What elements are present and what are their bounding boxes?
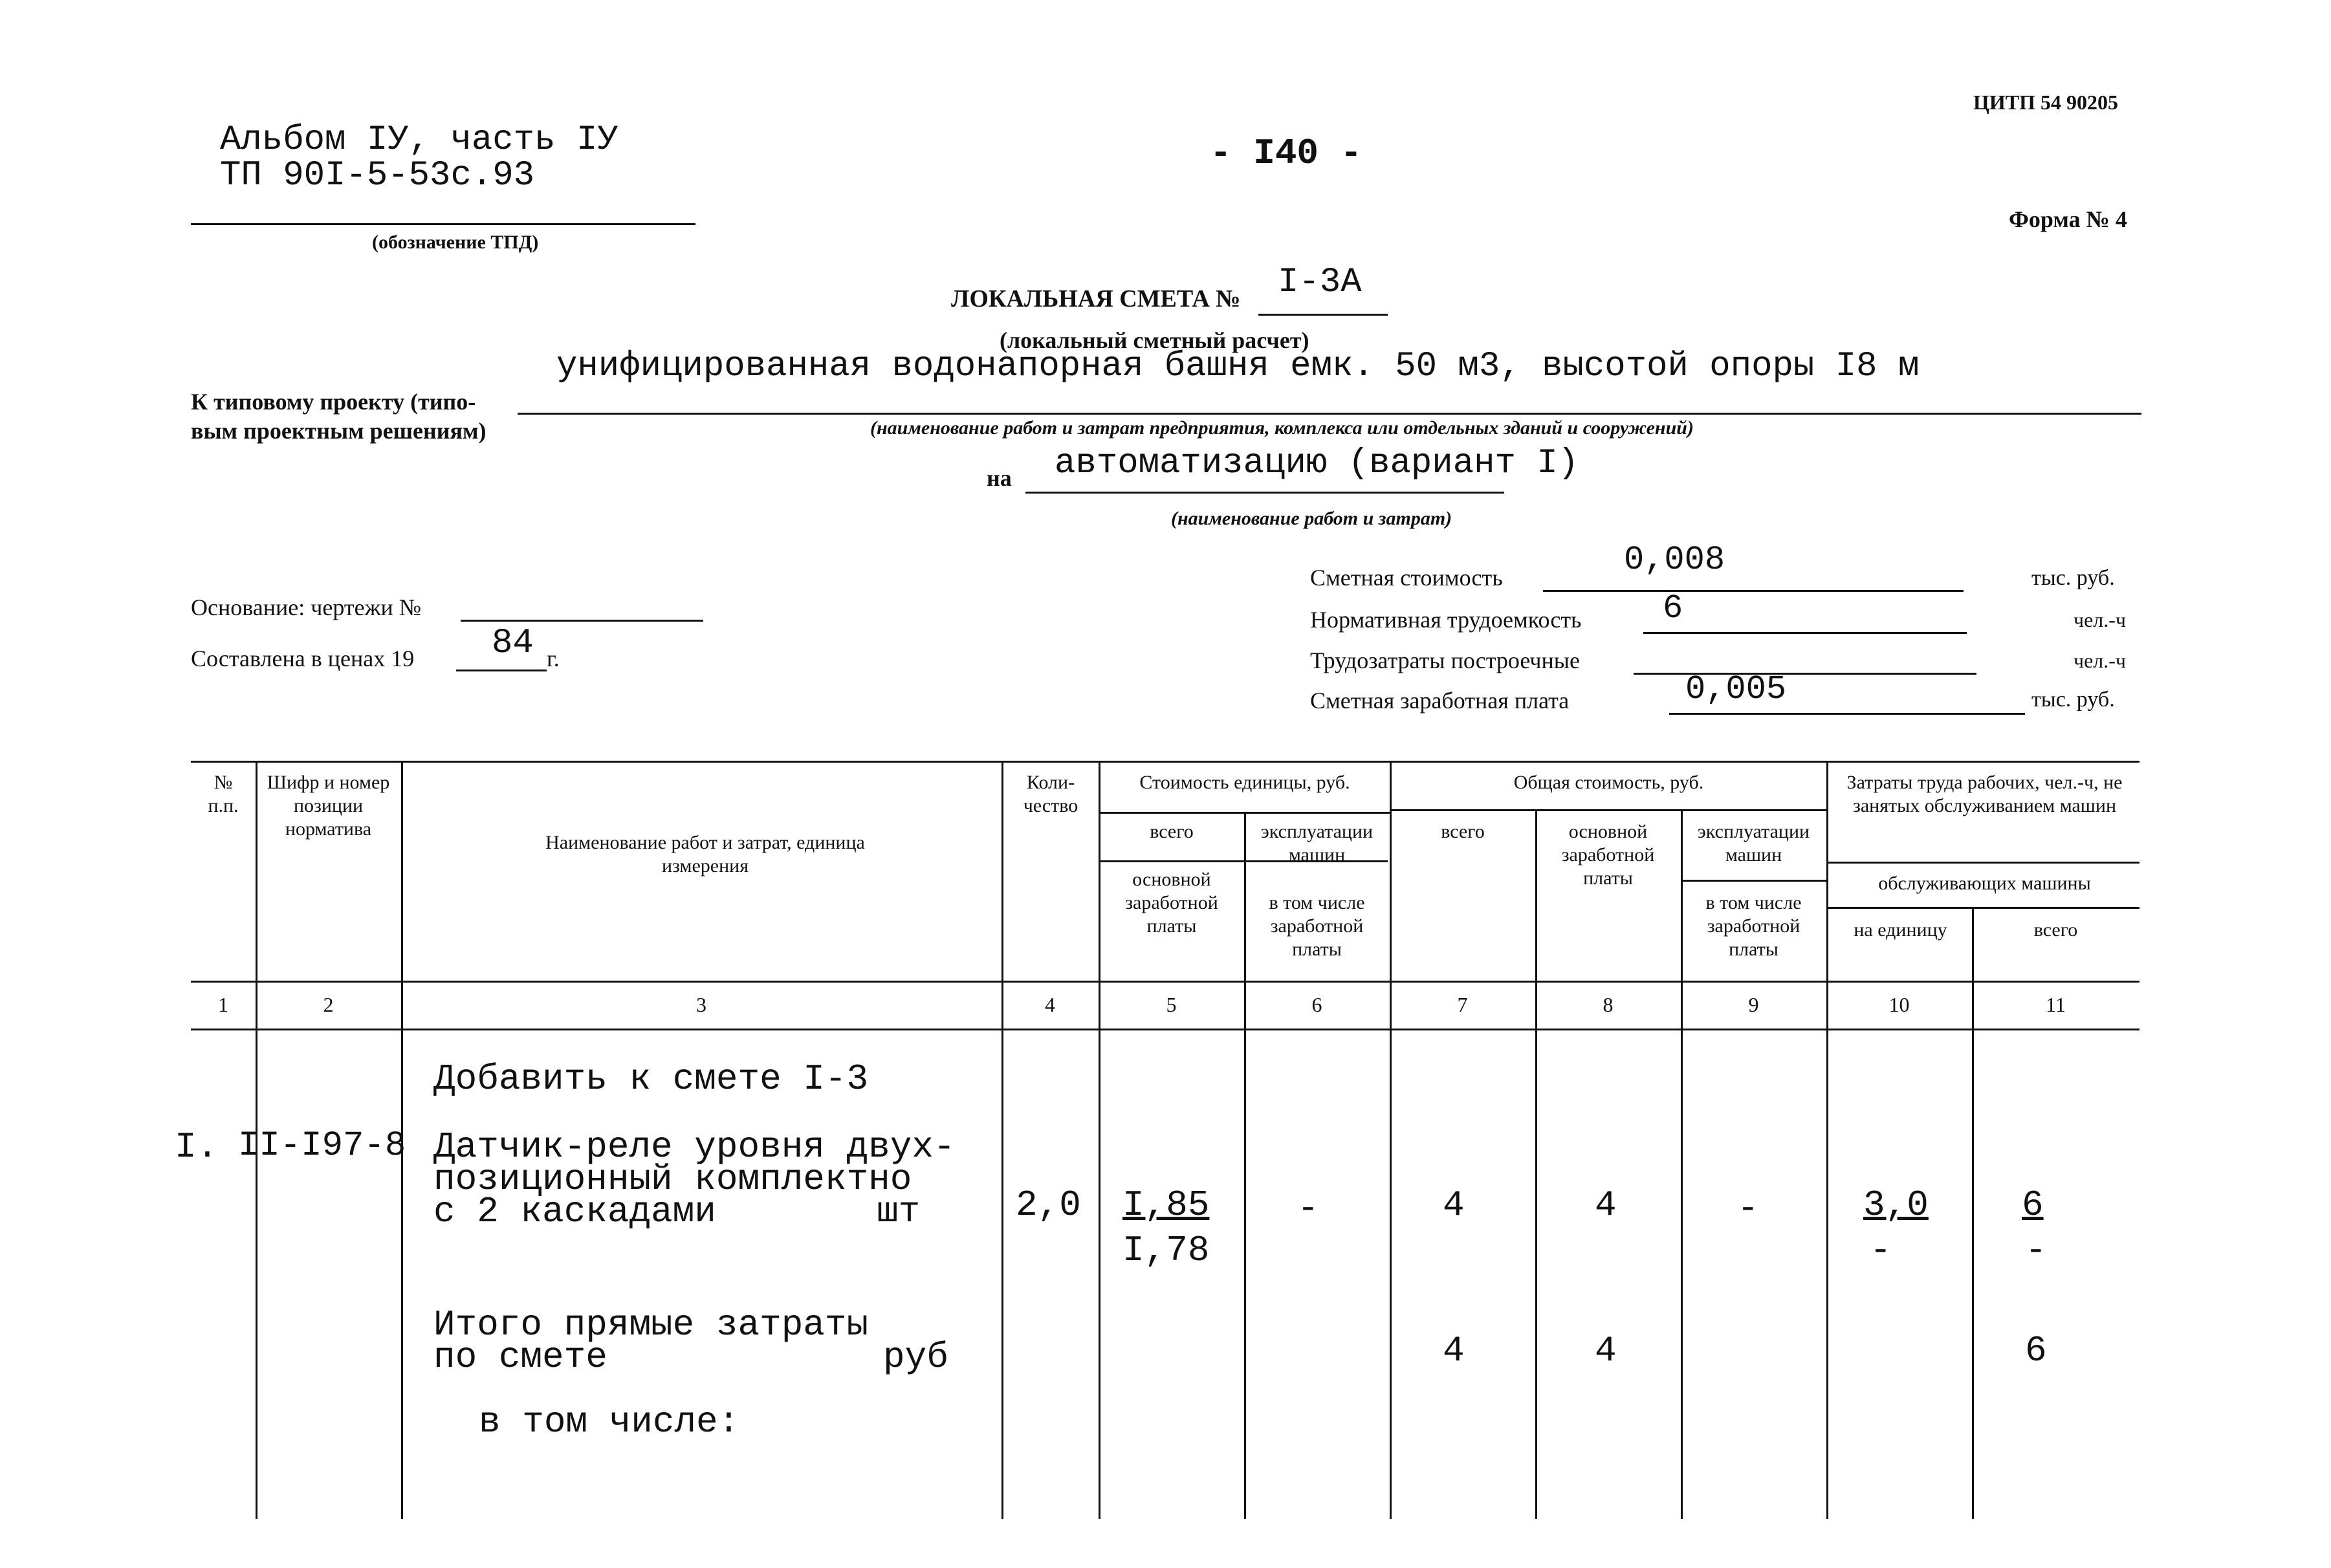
row-unit: шт — [877, 1191, 921, 1232]
header-unit-wage: основной заработной платы — [1125, 869, 1218, 937]
header-num: № п.п. — [208, 772, 239, 816]
col-divider — [1390, 761, 1392, 1519]
na-label: на — [987, 465, 1012, 491]
row-name-line-1: Датчик-реле уровня двух- — [433, 1126, 956, 1168]
summary-value-1: 0,008 — [1624, 541, 1725, 579]
project-label-line-1: К типовому проекту (типо- — [191, 389, 476, 415]
summary-underline-1 — [1543, 590, 1964, 592]
total-cost-subline — [1391, 809, 1828, 811]
col-number: 7 — [1457, 993, 1468, 1016]
prices-year: 84 — [492, 624, 534, 663]
summary-label-2: Нормативная трудоемкость — [1310, 607, 1582, 633]
page-number: - I40 - — [1210, 133, 1362, 174]
subtotal-unit: руб — [883, 1336, 948, 1378]
row-name-line-3: с 2 каскадами — [433, 1191, 716, 1232]
row-labor-total: 6 — [2022, 1184, 2044, 1226]
summary-value-4: 0,005 — [1685, 670, 1787, 708]
col-number: 8 — [1603, 993, 1614, 1016]
row-labor-total-machine: - — [2025, 1230, 2047, 1271]
row-number: I. — [175, 1126, 219, 1168]
prices-label: Составлена в ценах 19 — [191, 646, 415, 671]
header-total-machine-wage: в том числе заработной платы — [1705, 892, 1802, 960]
summary-value-2: 6 — [1663, 589, 1683, 627]
row-total-machine: - — [1737, 1188, 1759, 1229]
row-qty: 2,0 — [1016, 1184, 1081, 1226]
col-divider — [1244, 812, 1246, 1519]
project-label-line-2: вым проектным решениям) — [191, 418, 487, 444]
row-total-wage: 4 — [1595, 1184, 1617, 1226]
album-line-1: Альбом IУ, часть IУ — [220, 120, 618, 160]
header-unit-cost: Стоимость единицы, руб. — [1139, 772, 1350, 793]
subtotal-label-line-1: Итого прямые затраты — [433, 1304, 869, 1345]
form-number: Форма № 4 — [2009, 206, 2127, 232]
col-number: 9 — [1748, 993, 1759, 1016]
subtotal-total-wage: 4 — [1595, 1330, 1617, 1371]
subtotal-total-all: 4 — [1443, 1330, 1465, 1371]
row-unit-total: I,85 — [1122, 1184, 1210, 1226]
row-unit-machine: - — [1297, 1188, 1319, 1229]
header-code: Шифр и номер позиции норматива — [267, 772, 390, 840]
add-note: Добавить к смете I-3 — [433, 1058, 869, 1100]
col-number: 11 — [2046, 993, 2066, 1016]
prices-suffix: г. — [547, 646, 560, 671]
col-number: 2 — [323, 993, 334, 1016]
album-line-2: ТП 90I-5-53с.93 — [220, 156, 535, 195]
subtotal-label-line-2: по смете — [433, 1336, 607, 1378]
col-divider — [1099, 761, 1100, 1519]
estimate-subtitle: (локальный сметный расчет) — [1000, 327, 1309, 353]
row-unit-wage: I,78 — [1122, 1230, 1210, 1271]
col-divider — [1681, 809, 1683, 1519]
estimate-number-underline — [1258, 314, 1388, 316]
header-labor-total: всего — [2033, 919, 2078, 941]
summary-unit-1: тыс. руб. — [2031, 566, 2115, 590]
labor-subline-1 — [1828, 862, 2139, 864]
header-labor-unit: на единицу — [1854, 919, 1947, 941]
row-code: II-I97-8 — [238, 1126, 406, 1166]
table-top-border — [191, 761, 2139, 763]
project-caption: (наименование работ и затрат предприятия, комплекса или отдельных зданий и сооружений) — [870, 417, 1694, 439]
document-code: ЦИТП 54 90205 — [1973, 91, 2119, 114]
estimate-number: I-3А — [1278, 263, 1362, 302]
col-number: 6 — [1311, 993, 1322, 1016]
header-bottom-border — [191, 981, 2139, 983]
summary-label-3: Трудозатраты построечные — [1310, 648, 1580, 673]
labor-subline-2 — [1828, 907, 2139, 909]
work-underline — [1025, 492, 1504, 494]
header-labor: Затраты труда рабочих, чел.-ч, не занятых обслуживанием машин — [1846, 772, 2123, 816]
summary-underline-4 — [1669, 713, 2025, 715]
col-divider — [1001, 761, 1003, 1519]
header-unit-total: всего — [1150, 821, 1194, 842]
row-name-line-2: позиционный комплектно — [433, 1159, 912, 1200]
col-number: 1 — [218, 993, 228, 1016]
header-unit-machine-wage: в том числе заработной платы — [1269, 892, 1365, 960]
summary-label-4: Сметная заработная плата — [1310, 688, 1570, 713]
basis-label: Основание: чертежи № — [191, 594, 422, 620]
col-divider — [1535, 809, 1537, 1519]
header-qty: Коли-чество — [1023, 772, 1078, 816]
summary-unit-2: чел.-ч — [2074, 608, 2127, 631]
summary-unit-4: тыс. руб. — [2031, 688, 2115, 712]
prices-underline — [456, 670, 547, 671]
col-number: 3 — [696, 993, 706, 1016]
header-total-all: всего — [1441, 821, 1485, 842]
row-labor-unit-machine: - — [1870, 1230, 1892, 1271]
header-unit-machine: эксплуатации машин — [1260, 821, 1373, 866]
summary-underline-2 — [1643, 632, 1967, 634]
header-total-machine: эксплуатации машин — [1697, 821, 1810, 866]
col-divider — [1826, 761, 1828, 1519]
row-labor-unit: 3,0 — [1863, 1184, 1929, 1226]
work-caption: (наименование работ и затрат) — [1171, 508, 1452, 529]
subtotal-labor-total: 6 — [2025, 1330, 2047, 1371]
col-number: 10 — [1888, 993, 1910, 1016]
estimate-title: ЛОКАЛЬНАЯ СМЕТА № — [951, 285, 1241, 312]
colnum-bottom-border — [191, 1029, 2139, 1030]
col-number: 4 — [1045, 993, 1055, 1016]
album-caption: (обозначение ТПД) — [372, 232, 539, 253]
work-name: автоматизацию (вариант I) — [1055, 444, 1579, 483]
including-label: в том числе: — [479, 1401, 740, 1443]
summary-label-1: Сметная стоимость — [1310, 565, 1503, 591]
row-total-all: 4 — [1443, 1184, 1465, 1226]
album-underline — [191, 223, 695, 225]
header-labor-machines: обслуживающих машины — [1878, 873, 2091, 894]
total-machine-subline — [1682, 880, 1828, 882]
header-total-wage: основной заработной платы — [1561, 821, 1655, 889]
col-number: 5 — [1166, 993, 1177, 1016]
project-underline — [518, 413, 2141, 415]
header-name: Наименование работ и затрат, единица измерения — [545, 832, 865, 877]
header-total-cost: Общая стоимость, руб. — [1513, 772, 1704, 793]
basis-underline — [461, 620, 703, 622]
project-name: унифицированная водонапорная башня емк. 50 м3, высотой опоры I8 м — [556, 347, 1920, 386]
summary-unit-3: чел.-ч — [2074, 649, 2127, 672]
